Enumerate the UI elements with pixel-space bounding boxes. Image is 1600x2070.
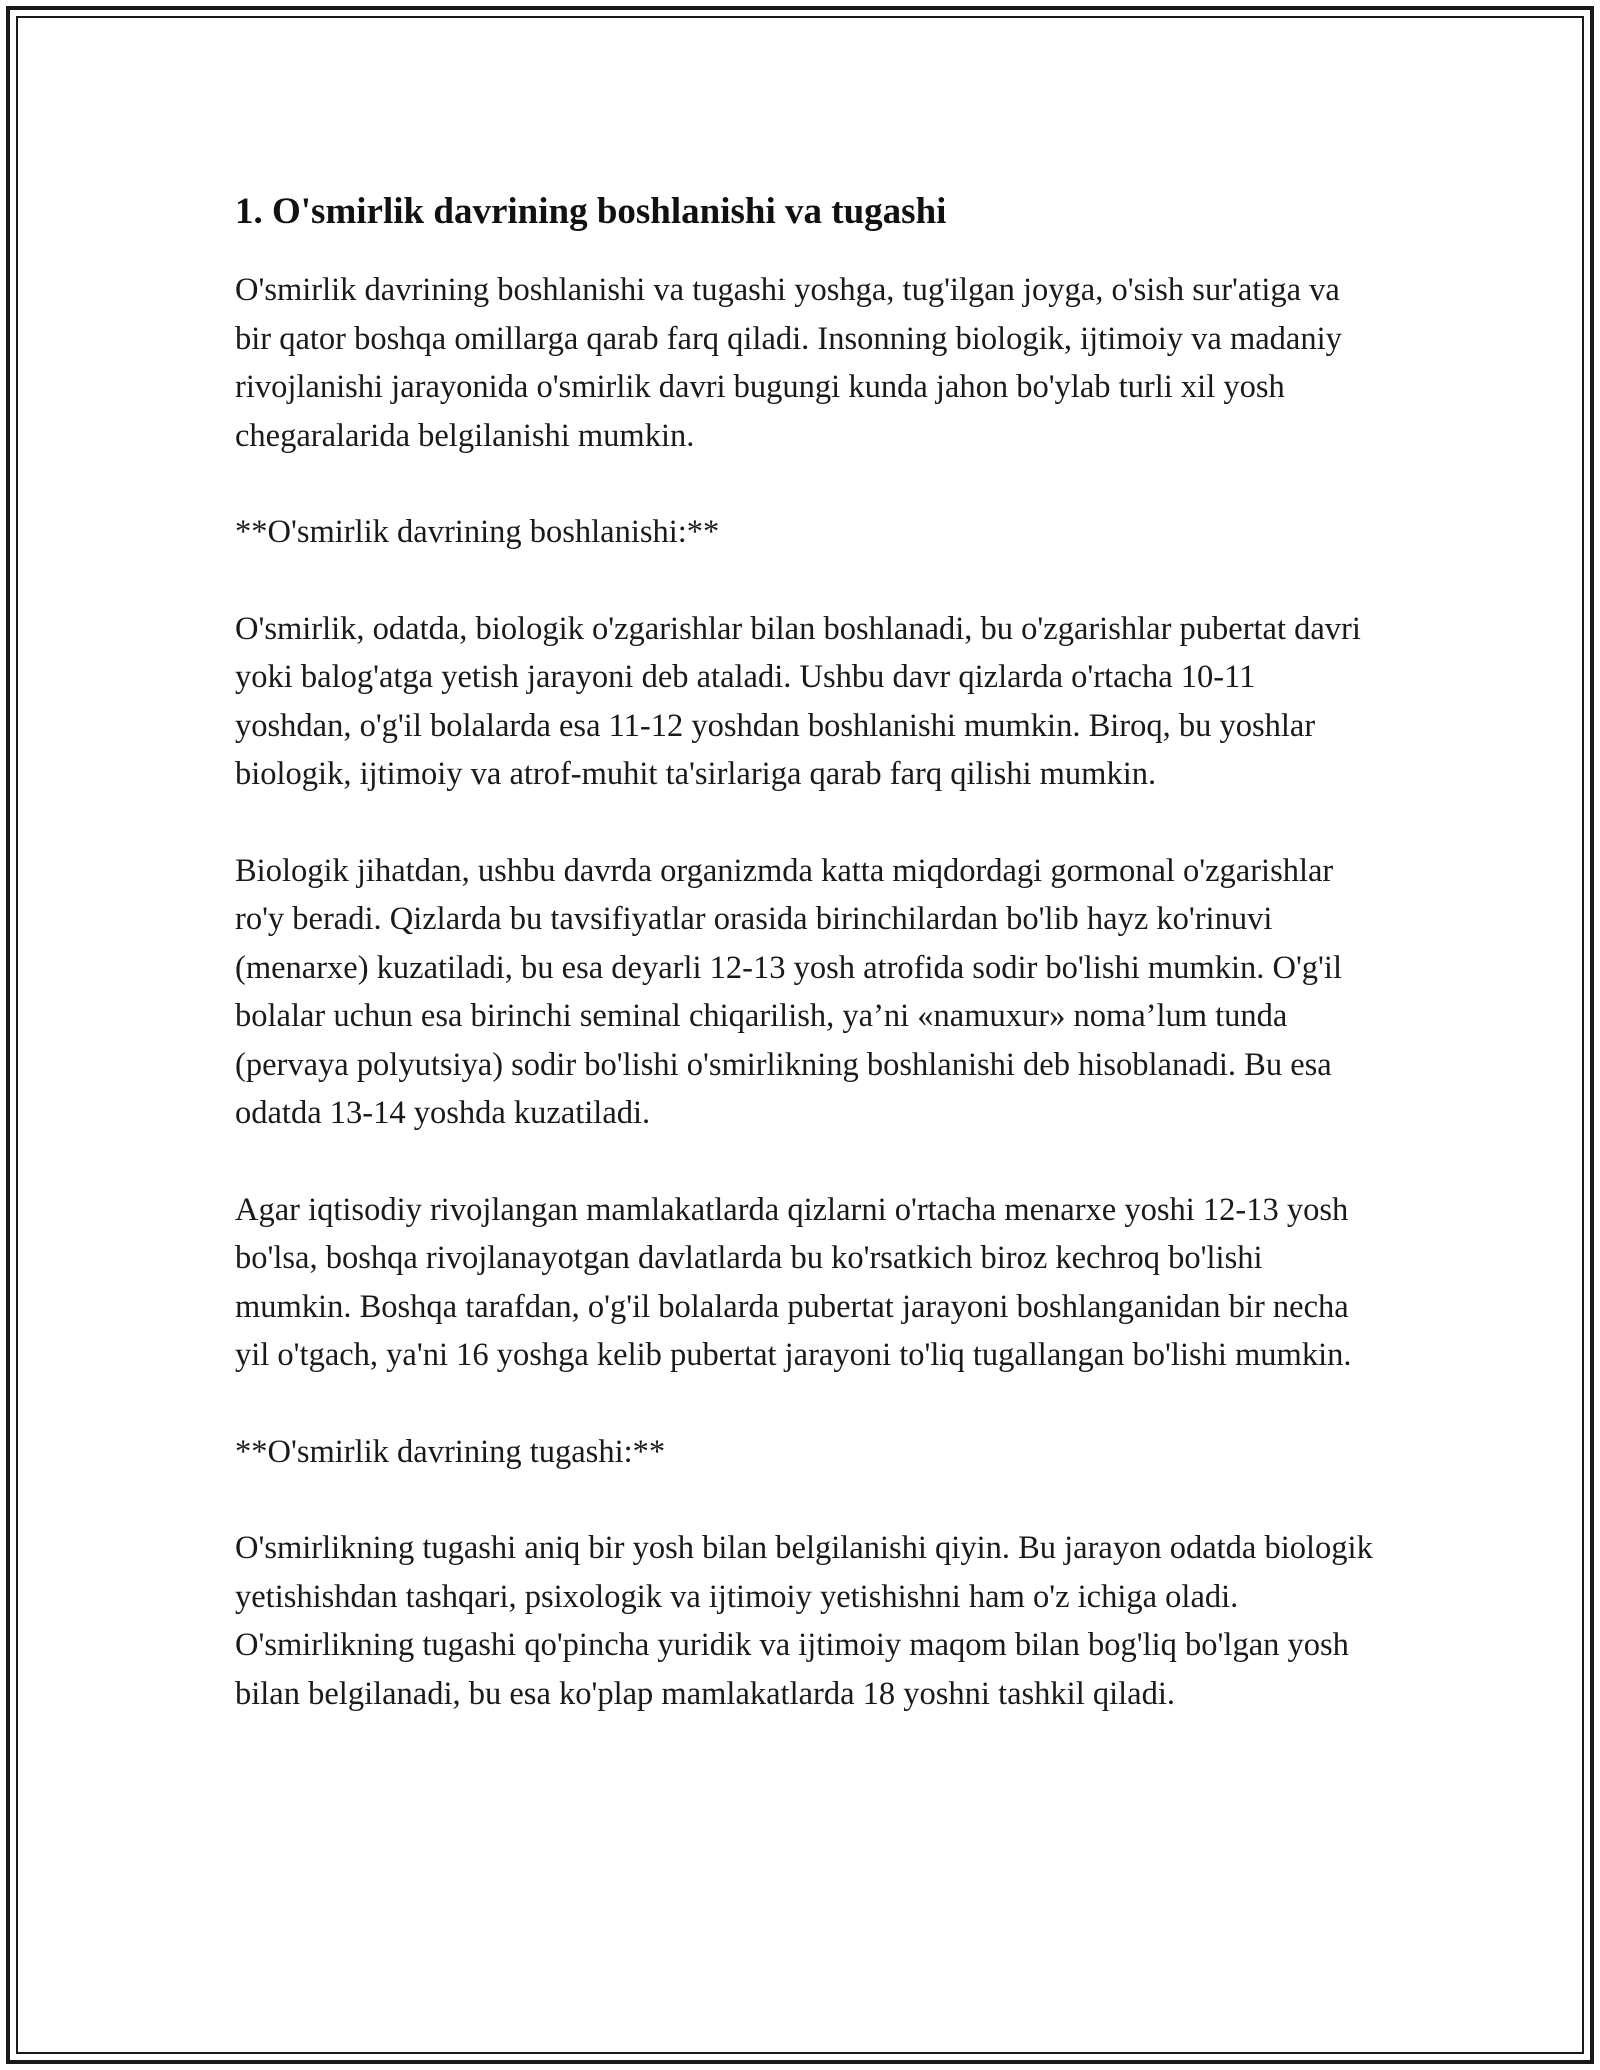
paragraph-countries: Agar iqtisodiy rivojlangan mamlakatlarda qizlarni o'rtacha menarxe yoshi 12-13 yosh bo'lsa, boshqa rivojlanayotgan davlatlarda bu ko'rsatkich biroz kechroq bo'lishi mumkin. Boshqa tarafdan, o'g'il bolalarda pubertat jarayoni boshlanganidan bir necha yil o'tgach, ya'ni 16 yoshga kelib pubertat jarayoni to'liq tugallangan bo'lishi mumkin.: [235, 1191, 1352, 1373]
paragraph-intro: O'smirlik davrining boshlanishi va tugashi yoshga, tug'ilgan joyga, o'sish sur'atiga va bir qator boshqa omillarga qarab farq qiladi. Insonning biologik, ijtimoiy va madaniy rivojlanishi jarayonida o'smirlik davri bugungi kunda jahon bo'ylab turli xil yosh chegaralarida belgilanishi mumkin.: [235, 272, 1342, 454]
paragraph-end: O'smirlikning tugashi aniq bir yosh bilan belgilanishi qiyin. Bu jarayon odatda biologik yetishishdan tashqari, psixologik va ijtimoiy yetishishni ham o'z ichiga oladi. O'smirlikning tugashi qo'pincha yuridik va ijtimoiy maqom bilan bog'liq bo'lgan yosh bilan belgilanadi, bu esa ko'plap mamlakatlarda 18 yoshni tashkil qiladi.: [235, 1530, 1373, 1712]
document-body: [235, 186, 1375, 1718]
paragraph-biology: Biologik jihatdan, ushbu davrda organizmda katta miqdordagi gormonal o'zgarishlar ro'y beradi. Qizlarda bu tavsifiyatlar orasida birinchilardan bo'lib hayz ko'rinuvi (menarxe) kuzatiladi, bu esa deyarli 12-13 yosh atrofida sodir bo'lishi mumkin. O'g'il bolalar uchun esa birinchi seminal chiqarilish, ya’ni «namuxur» noma’lum tunda (pervaya polyutsiya) sodir bo'lishi o'smirlikning boshlanishi deb hisoblanadi. Bu esa odatda 13-14 yoshda kuzatiladi.: [235, 852, 1342, 1131]
subheading-end: **O'smirlik davrining tugashi:**: [235, 1433, 666, 1470]
paragraph-start-age: O'smirlik, odatda, biologik o'zgarishlar bilan boshlanadi, bu o'zgarishlar pubertat davri yoki balog'atga yetish jarayoni deb ataladi. Ushbu davr qizlarda o'rtacha 10-11 yoshdan, o'g'il bolalarda esa 11-12 yoshdan boshlanishi mumkin. Biroq, bu yoshlar biologik, ijtimoiy va atrof-muhit ta'sirlariga qarab farq qilishi mumkin.: [235, 610, 1361, 792]
subheading-start: **O'smirlik davrining boshlanishi:**: [235, 514, 720, 550]
section-heading: 1. O'smirlik davrining boshlanishi va tugashi: [235, 191, 947, 232]
